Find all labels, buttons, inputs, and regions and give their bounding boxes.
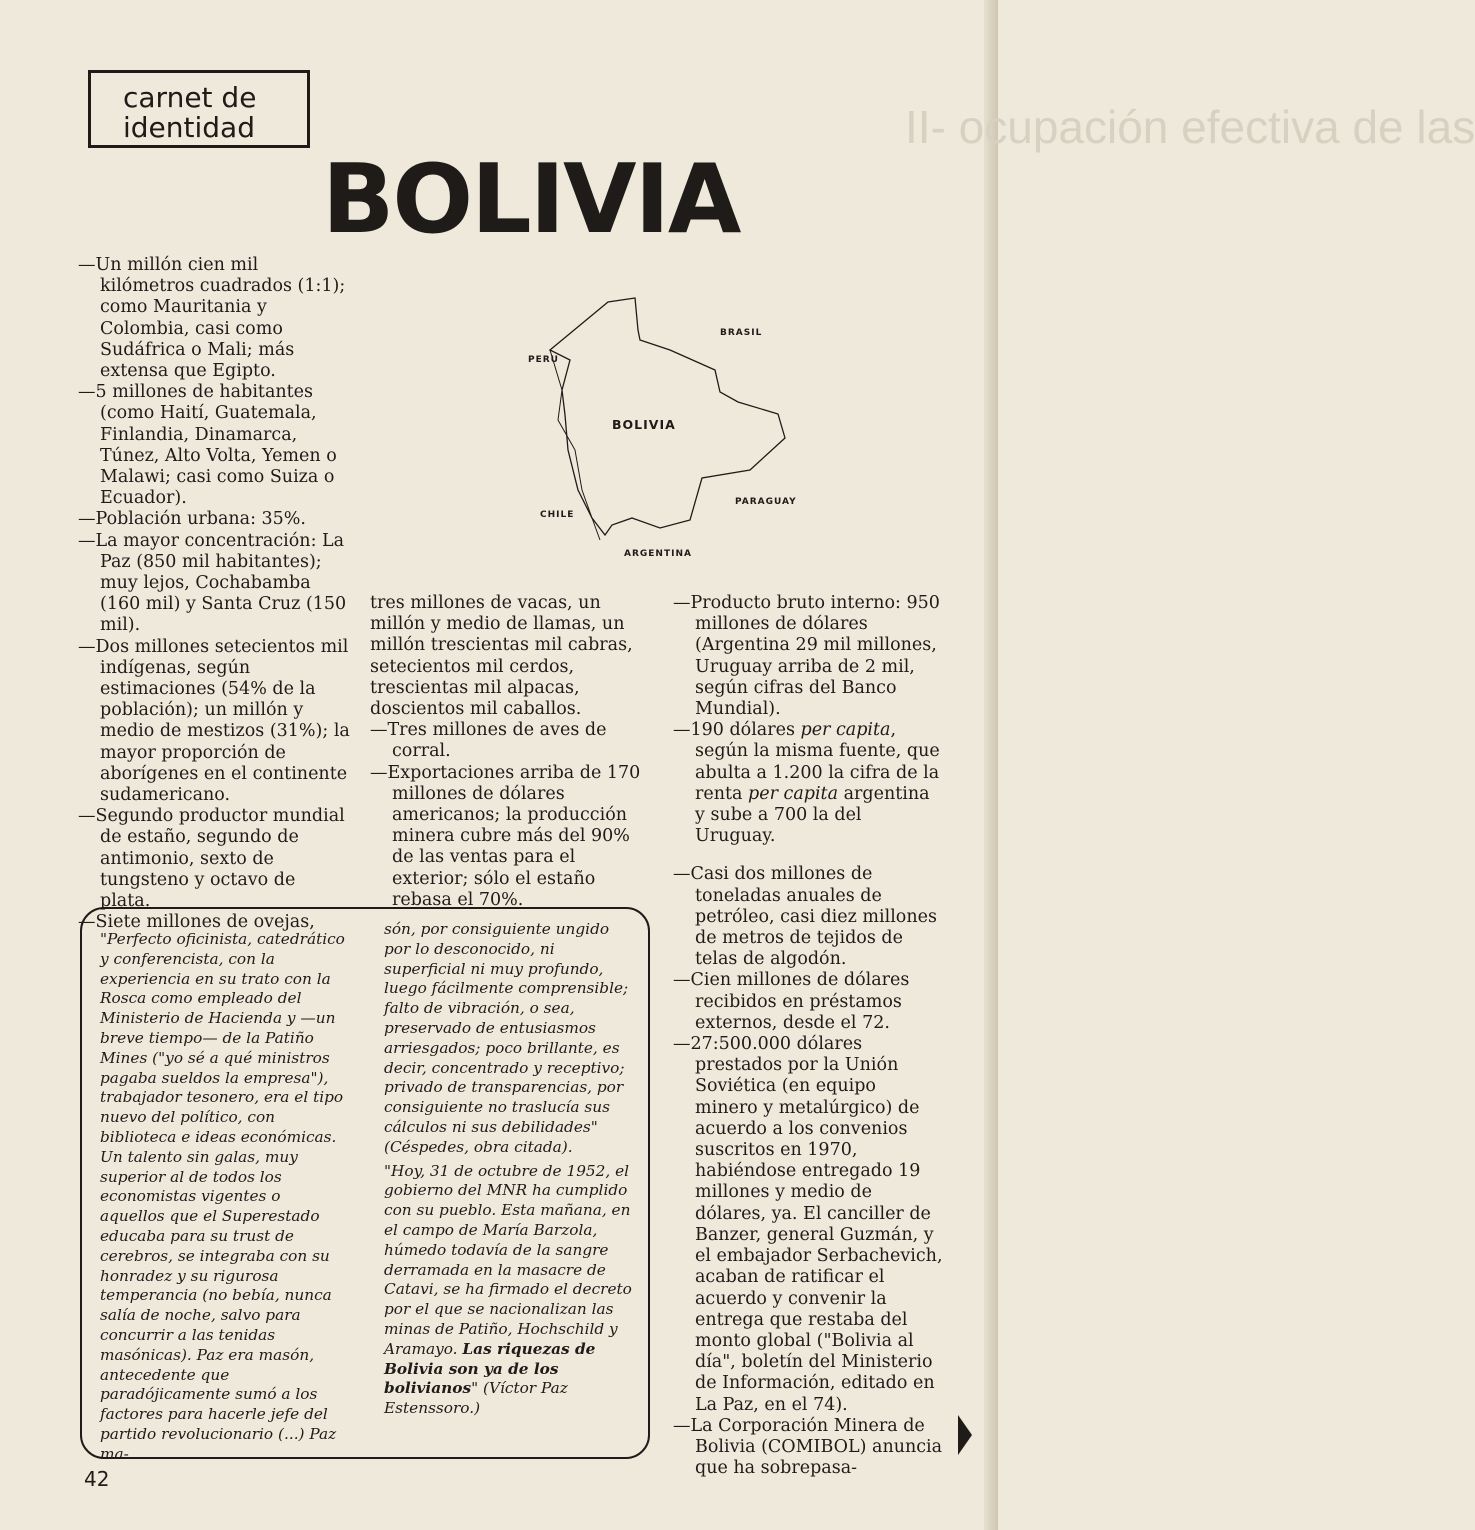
fact-item: —Segundo productor mundial de estaño, segundo de antimonio, sexto de tungsteno y octavo de plata. [78,806,345,912]
spacer [673,847,943,864]
quote-fragment: " (Víctor Paz Estenssoro.) [384,1379,568,1418]
fact-item: —27:500.000 dólares prestados por la Unión Soviética (en equipo minero y metalúrgico) de acuerdo a los convenios suscritos en 1970, habiéndose entregado 19 millones y medio de dólares, ya. El canciller de Banzer, general Guzmán, y el embajador Serbachevich, acaban de ratificar el acuerdo y convenir la entrega que restaba del monto global ("Bolivia al día", boletín del Ministerio de Información, editado en La Paz, en el 74). [673,1034,943,1415]
map-label-paraguay: PARAGUAY [735,497,797,507]
map-label-chile: CHILE [540,510,575,520]
fact-item: —Cien millones de dólares recibidos en préstamos externos, desde el 72. [673,970,910,1033]
chile-border [575,450,600,540]
fact-item-per-capita [673,720,943,847]
carnet-line-2: identidad [123,111,255,144]
carnet-line-1: carnet de [123,81,257,114]
map-label-argentina: ARGENTINA [624,549,692,559]
continue-arrow-icon [958,1415,972,1455]
fact-emphasis: per capita [748,783,839,804]
fact-item: —5 millones de habitantes (como Haití, Guatemala, Finlandia, Dinamarca, Túnez, Alto Volta, Yemen o Malawi; casi como Suiza o Ecuador). [78,382,337,509]
bolivia-map [520,290,800,575]
map-label-brasil: BRASIL [720,328,763,338]
peru-border [550,350,575,450]
fact-item: —Siete millones de ovejas, [78,912,315,933]
fact-text: , según la misma fuente, que abulta a 1.200 la cifra de la renta [695,720,940,804]
facts-column-2 [370,593,643,911]
fact-item: —Un millón cien mil kilómetros cuadrados (1:1); como Mauritania y Colombia, casi como Sudáfrica o Mali; más extensa que Egipto. [78,255,346,382]
page-title: BOLIVIA [322,145,740,255]
quote-bold-fragment: Las riquezas de Bolivia son ya de los bolivianos [384,1339,596,1398]
quote-text: "Perfecto oficinista, catedrático y conferencista, con la experiencia en su trato con la Rosca como empleado del Ministerio de Hacienda y —un breve tiempo— de la Patiño Mines ("yo sé a qué ministros pagaba sueldos la empresa"), trabajador tesonero, era el tipo nuevo del político, con biblioteca e ideas económicas. Un talento sin galas, muy superior al de todos los economistas vigentes o aquellos que el Superestado educaba para su trust de cerebros, se integraba con su honradez y su rigurosa temperancia (no bebía, nunca salía de noche, salvo para concurrir a las tenidas masónicas). Paz era masón, antecedente que paradójicamente sumó a los factores para hacerle jefe del partido revolucionario (...) Paz ma- [100,930,345,1463]
fact-item: —La Corporación Minera de Bolivia (COMIBOL) anuncia que ha sobrepasa- [673,1415,943,1479]
bleed-through-text: II- ocupación efectiva de las [905,101,1475,153]
fact-continuation: tres millones de vacas, un millón y medio de llamas, un millón trescientas mil cabras, setecientos mil cerdos, trescientas mil alpacas, doscientos mil caballos. [370,593,633,720]
quote-column-left [100,930,346,1469]
quote-text-hoy [384,1162,632,1419]
quote-text: són, por consiguiente ungido por lo desconocido, ni superficial ni muy profundo, luego fácilmente comprensible; falto de vibración, o sea, preservado de entusiasmos arriesgados; poco brillante, es decir, concentrado y receptivo; privado de transparencias, por consiguiente no traslucía sus cálculos ni sus debilidades" (Céspedes, obra citada). [384,920,629,1156]
facts-column-3 [673,593,943,1479]
map-label-bolivia: BOLIVIA [612,417,676,432]
fact-item: —Casi dos millones de toneladas anuales de petróleo, casi diez millones de metros de tejidos de telas de algodón. [673,864,937,970]
fact-emphasis: per capita [800,720,891,741]
fact-item: —La mayor concentración: La Paz (850 mil habitantes); muy lejos, Cochabamba (160 mil) y Santa Cruz (150 mil). [78,530,347,636]
fact-item: —Dos millones setecientos mil indígenas, según estimaciones (54% de la población); un millón y medio de mestizos (31%); la mayor proporción de aborígenes en el continente sudamericano. [78,636,350,806]
map-label-peru: PERU [528,355,559,365]
fact-text: argentina y sube a 700 la del Uruguay. [695,783,930,847]
facts-column-1 [78,255,350,934]
fact-item: —Exportaciones arriba de 170 millones de dólares americanos; la producción minera cubre más del 90% de las ventas para el exterior; sólo el estaño rebasa el 70%. [370,762,641,910]
quote-fragment: "Hoy, 31 de octubre de 1952, el gobierno del MNR ha cumplido con su pueblo. Esta mañana, en el campo de María Barzola, húmedo todavía de la sangre derramada en la masacre de Catavi, se ha firmado el decreto por el que se nacionalizan las minas de Patiño, Hochschild y Aramayo. [384,1161,632,1358]
quote-column-right [384,920,632,1423]
fact-text: —190 dólares [673,720,801,741]
carnet-label-box [88,70,310,148]
page-edge [984,0,998,1530]
fact-item: —Tres millones de aves de corral. [370,720,607,762]
fact-item: —Producto bruto interno: 950 millones de dólares (Argentina 29 mil millones, Uruguay arriba de 2 mil, según cifras del Banco Mundial). [673,593,940,720]
fact-item: —Población urbana: 35%. [78,509,306,530]
page-number: 42 [84,1467,110,1491]
